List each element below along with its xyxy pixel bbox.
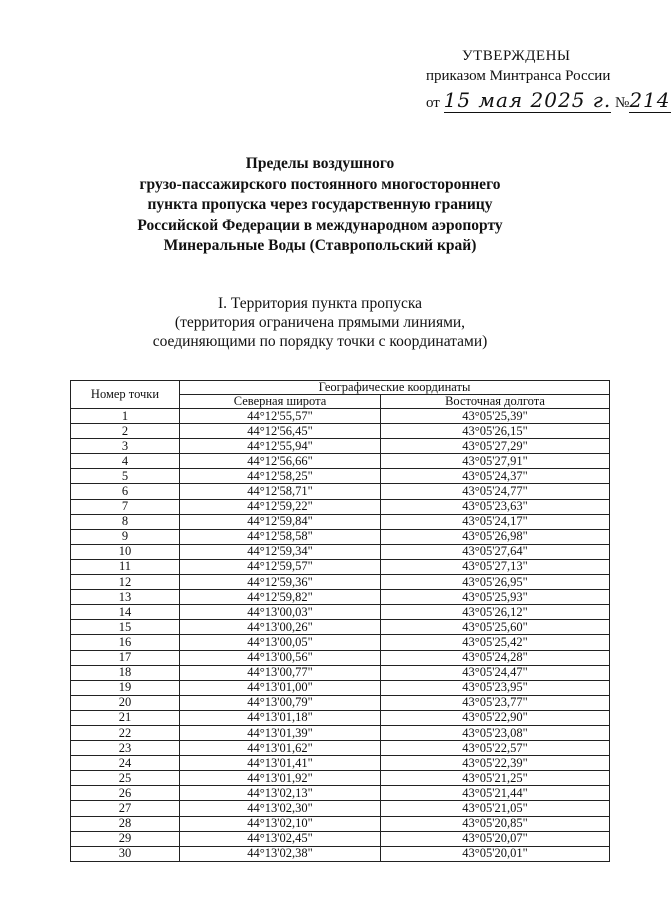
point-number-cell: 22	[71, 725, 180, 740]
table-row	[71, 544, 610, 559]
point-number-cell: 16	[71, 635, 180, 650]
latitude-cell: 44°13'00,77"	[180, 665, 381, 680]
latitude-cell: 44°12'58,71"	[180, 484, 381, 499]
table-row	[71, 590, 610, 605]
coordinates-table	[70, 380, 610, 862]
latitude-cell: 44°13'00,56"	[180, 650, 381, 665]
longitude-cell: 43°05'25,42"	[381, 635, 610, 650]
longitude-cell: 43°05'21,05"	[381, 801, 610, 816]
latitude-cell: 44°12'58,25"	[180, 469, 381, 484]
table-row	[71, 484, 610, 499]
point-number-cell: 5	[71, 469, 180, 484]
point-number-cell: 12	[71, 575, 180, 590]
longitude-cell: 43°05'22,57"	[381, 741, 610, 756]
title-line: грузо-пассажирского постоянного многостороннего	[139, 175, 501, 193]
date-prefix: от	[426, 95, 440, 111]
table-row	[71, 575, 610, 590]
longitude-cell: 43°05'23,77"	[381, 695, 610, 710]
latitude-cell: 44°13'02,38"	[180, 846, 381, 861]
point-number-cell: 4	[71, 454, 180, 469]
table-row	[71, 801, 610, 816]
latitude-cell: 44°13'00,05"	[180, 635, 381, 650]
point-number-cell: 19	[71, 680, 180, 695]
latitude-cell: 44°13'02,45"	[180, 831, 381, 846]
table-row	[71, 514, 610, 529]
col-header-geo: Географические координаты	[180, 381, 610, 395]
table-row	[71, 439, 610, 454]
longitude-cell: 43°05'27,91"	[381, 454, 610, 469]
point-number-cell: 29	[71, 831, 180, 846]
longitude-cell: 43°05'25,60"	[381, 620, 610, 635]
longitude-cell: 43°05'23,95"	[381, 680, 610, 695]
table-row	[71, 454, 610, 469]
section-line: I. Территория пункта пропуска	[217, 295, 423, 312]
point-number-cell: 28	[71, 816, 180, 831]
col-header-lat: Северная широта	[180, 395, 381, 409]
table-row	[71, 469, 610, 484]
longitude-cell: 43°05'27,13"	[381, 559, 610, 574]
longitude-cell: 43°05'26,12"	[381, 605, 610, 620]
table-row	[71, 786, 610, 801]
latitude-cell: 44°12'58,58"	[180, 529, 381, 544]
title-line: Пределы воздушного	[245, 155, 395, 172]
table-row	[71, 499, 610, 514]
latitude-cell: 44°13'01,00"	[180, 680, 381, 695]
longitude-cell: 43°05'21,25"	[381, 771, 610, 786]
handwritten-number: 214	[629, 88, 671, 112]
point-number-cell: 27	[71, 801, 180, 816]
point-number-cell: 23	[71, 741, 180, 756]
latitude-cell: 44°12'55,94"	[180, 439, 381, 454]
longitude-cell: 43°05'26,15"	[381, 424, 610, 439]
latitude-cell: 44°13'02,30"	[180, 801, 381, 816]
handwritten-date: 15 мая 2025 г.	[443, 88, 612, 112]
title-line: пункта пропуска через государственную границу	[147, 196, 493, 213]
table-row	[71, 409, 610, 424]
table-row	[71, 695, 610, 710]
point-number-cell: 30	[71, 846, 180, 861]
longitude-cell: 43°05'26,95"	[381, 575, 610, 590]
col-header-point: Номер точки	[71, 381, 180, 409]
table-row	[71, 650, 610, 665]
document-title	[0, 154, 640, 257]
section-line: соединяющими по порядку точки с координатами)	[152, 333, 488, 350]
latitude-cell: 44°13'02,13"	[180, 786, 381, 801]
longitude-cell: 43°05'22,90"	[381, 710, 610, 725]
longitude-cell: 43°05'24,28"	[381, 650, 610, 665]
point-number-cell: 13	[71, 590, 180, 605]
table-row	[71, 665, 610, 680]
title-line: Минеральные Воды (Ставропольский край)	[163, 237, 477, 254]
point-number-cell: 2	[71, 424, 180, 439]
longitude-cell: 43°05'23,63"	[381, 499, 610, 514]
longitude-cell: 43°05'26,98"	[381, 529, 610, 544]
latitude-cell: 44°12'56,66"	[180, 454, 381, 469]
table-row	[71, 620, 610, 635]
latitude-cell: 44°12'55,57"	[180, 409, 381, 424]
longitude-cell: 43°05'23,08"	[381, 725, 610, 740]
latitude-cell: 44°12'59,57"	[180, 559, 381, 574]
longitude-cell: 43°05'22,39"	[381, 756, 610, 771]
col-header-lon: Восточная долгота	[381, 395, 610, 409]
latitude-cell: 44°13'02,10"	[180, 816, 381, 831]
longitude-cell: 43°05'24,77"	[381, 484, 610, 499]
point-number-cell: 15	[71, 620, 180, 635]
point-number-cell: 8	[71, 514, 180, 529]
table-row	[71, 529, 610, 544]
latitude-cell: 44°13'01,92"	[180, 771, 381, 786]
table-row	[71, 559, 610, 574]
table-row	[71, 831, 610, 846]
longitude-cell: 43°05'20,01"	[381, 846, 610, 861]
latitude-cell: 44°13'01,39"	[180, 725, 381, 740]
longitude-cell: 43°05'20,85"	[381, 816, 610, 831]
table-row	[71, 816, 610, 831]
table-row	[71, 680, 610, 695]
point-number-cell: 21	[71, 710, 180, 725]
latitude-cell: 44°13'00,26"	[180, 620, 381, 635]
longitude-cell: 43°05'24,17"	[381, 514, 610, 529]
number-prefix: №	[615, 95, 630, 111]
latitude-cell: 44°13'01,18"	[180, 710, 381, 725]
point-number-cell: 18	[71, 665, 180, 680]
table-row	[71, 424, 610, 439]
table-row	[71, 771, 610, 786]
point-number-cell: 26	[71, 786, 180, 801]
title-line: Российской Федерации в международном аэропорту	[137, 216, 503, 234]
section-line: (территория ограничена прямыми линиями,	[174, 314, 466, 331]
point-number-cell: 25	[71, 771, 180, 786]
point-number-cell: 10	[71, 544, 180, 559]
point-number-cell: 1	[71, 409, 180, 424]
longitude-cell: 43°05'27,29"	[381, 439, 610, 454]
longitude-cell: 43°05'25,39"	[381, 409, 610, 424]
latitude-cell: 44°12'59,84"	[180, 514, 381, 529]
longitude-cell: 43°05'21,44"	[381, 786, 610, 801]
table-row	[71, 846, 610, 861]
latitude-cell: 44°13'01,62"	[180, 741, 381, 756]
latitude-cell: 44°12'59,82"	[180, 590, 381, 605]
longitude-cell: 43°05'20,07"	[381, 831, 610, 846]
table-row	[71, 710, 610, 725]
latitude-cell: 44°13'00,03"	[180, 605, 381, 620]
latitude-cell: 44°13'00,79"	[180, 695, 381, 710]
order-date-line	[426, 88, 671, 113]
latitude-cell: 44°12'59,36"	[180, 575, 381, 590]
longitude-cell: 43°05'24,47"	[381, 665, 610, 680]
latitude-cell: 44°13'01,41"	[180, 756, 381, 771]
table-row	[71, 635, 610, 650]
longitude-cell: 43°05'27,64"	[381, 544, 610, 559]
point-number-cell: 14	[71, 605, 180, 620]
longitude-cell: 43°05'25,93"	[381, 590, 610, 605]
point-number-cell: 3	[71, 439, 180, 454]
latitude-cell: 44°12'56,45"	[180, 424, 381, 439]
table-row	[71, 741, 610, 756]
point-number-cell: 9	[71, 529, 180, 544]
point-number-cell: 20	[71, 695, 180, 710]
section-heading	[0, 294, 640, 351]
latitude-cell: 44°12'59,22"	[180, 499, 381, 514]
latitude-cell: 44°12'59,34"	[180, 544, 381, 559]
table-row	[71, 605, 610, 620]
point-number-cell: 7	[71, 499, 180, 514]
point-number-cell: 24	[71, 756, 180, 771]
point-number-cell: 6	[71, 484, 180, 499]
point-number-cell: 11	[71, 559, 180, 574]
approved-label: УТВЕРЖДЕНЫ	[462, 48, 571, 64]
table-row	[71, 756, 610, 771]
point-number-cell: 17	[71, 650, 180, 665]
order-line: приказом Минтранса России	[426, 68, 611, 84]
longitude-cell: 43°05'24,37"	[381, 469, 610, 484]
table-row	[71, 725, 610, 740]
